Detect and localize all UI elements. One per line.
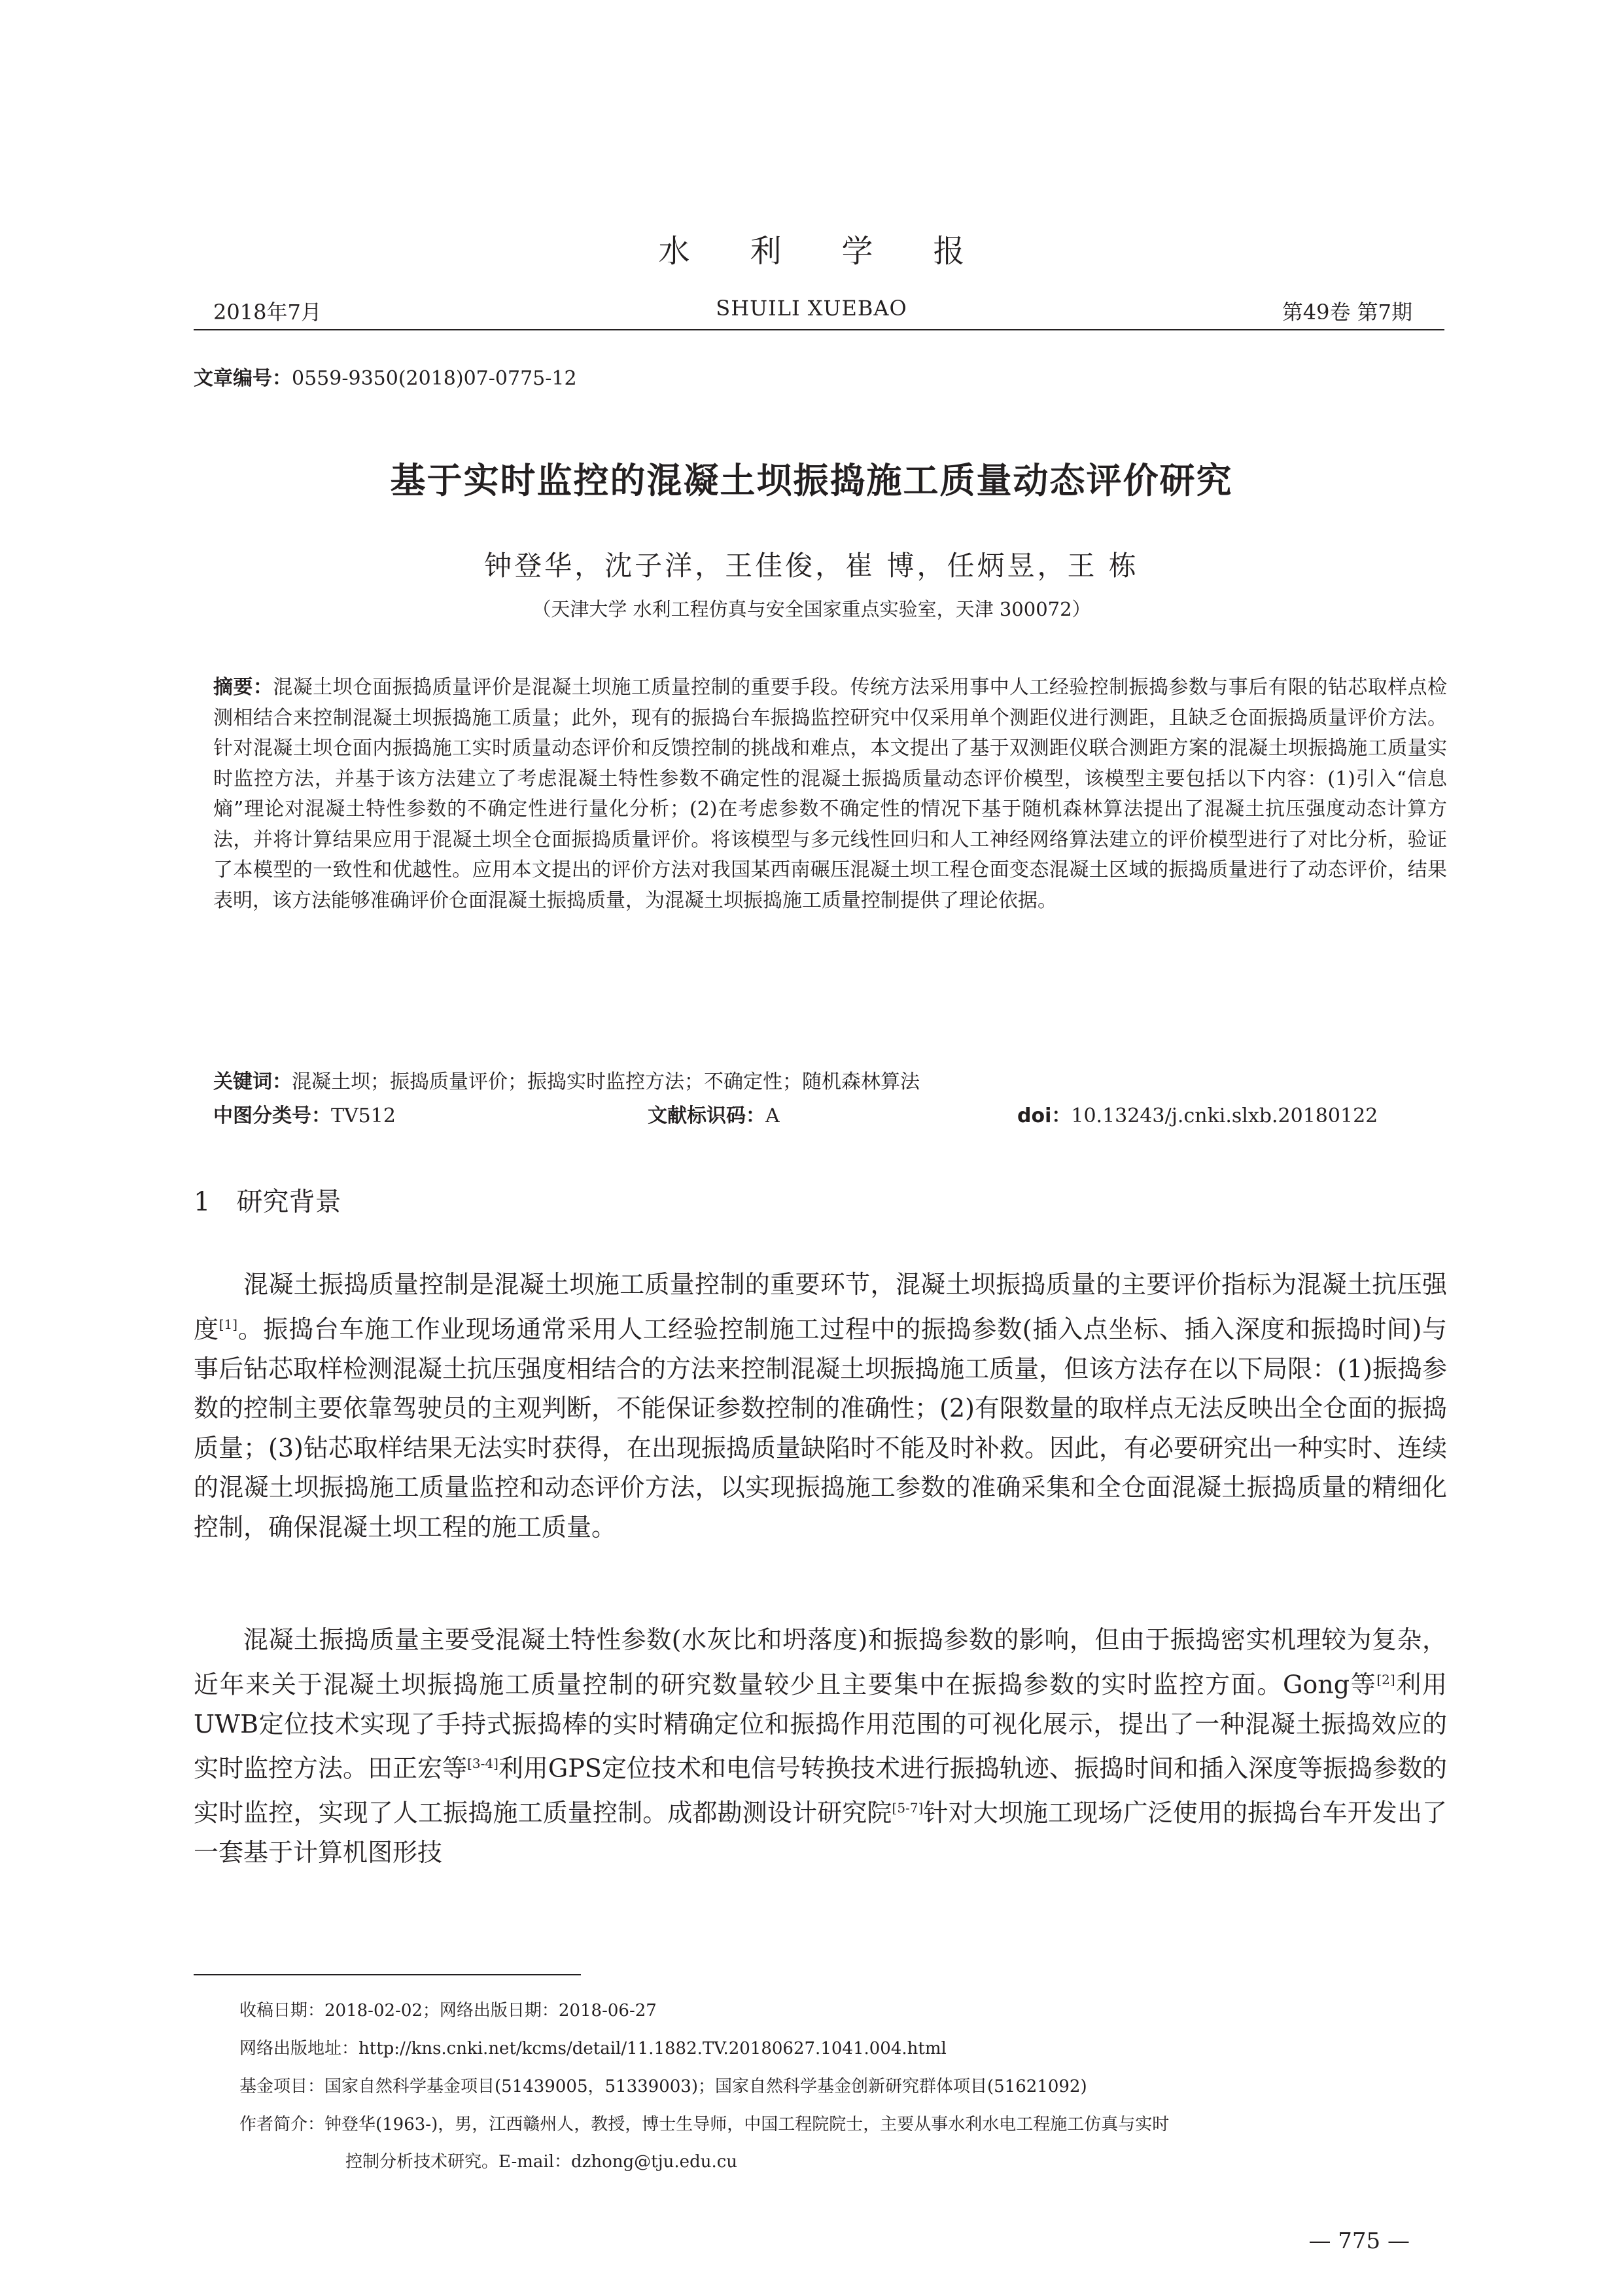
citation: [3-4] xyxy=(467,1756,498,1772)
footnote-bio: 作者简介：钟登华(1963-)，男，江西赣州人，教授，博士生导师，中国工程院院士，主要从事水利水电工程施工仿真与实时 xyxy=(239,2115,1170,2134)
keywords xyxy=(213,1065,920,1094)
doi xyxy=(1017,1099,1378,1128)
paragraph-text: 混凝土振捣质量控制是混凝土坝施工质量控制的重要环节，混凝土坝振捣质量的主要评价指标为混凝土抗压强度 xyxy=(194,1270,1447,1344)
footnote-rule xyxy=(194,1974,581,1975)
abstract xyxy=(213,673,1447,916)
author-list: 钟登华，沈子洋，王佳俊，崔 博，任炳昱，王 栋 xyxy=(484,550,1139,582)
doi-label: doi： xyxy=(1017,1104,1072,1127)
footnote-online: 网络出版地址：http://kns.cnki.net/kcms/detail/11.1882.TV.20180627.1041.004.html xyxy=(239,2039,947,2058)
clc-number xyxy=(213,1099,396,1128)
footnote-received: 收稿日期：2018-02-02；网络出版日期：2018-06-27 xyxy=(239,2001,657,2021)
article-number xyxy=(194,362,577,391)
clc-value: TV512 xyxy=(331,1104,396,1127)
abstract-text: 混凝土坝仓面振捣质量评价是混凝土坝施工质量控制的重要手段。传统方法采用事中人工经验控制振捣参数与事后有限的钻芯取样点检测相结合来控制混凝土坝振捣施工质量；此外，现有的振捣台车振捣监控研究中仅采用单个测距仪进行测距，且缺乏仓面振捣质量评价方法。针对混凝土坝仓面内振捣施工实时质量动态评价和反馈控制的挑战和难点，本文提出了基于双测距仪联合测距方案的混凝土坝振捣施工质量实时监控方法，并基于该方法建立了考虑混凝土特性参数不确定性的混凝土振捣质量动态评价模型，该模型主要包括以下内容：(1)引入“信息熵”理论对混凝土特性参数的不确定性进行量化分析；(2)在考虑参数不确定性的情况下基于随机森林算法提出了混凝土抗压强度动态计算方法，并将计算结果应用于混凝土坝全仓面振捣质量评价。将该模型与多元线性回归和人工神经网络算法建立的评价模型进行了对比分析，验证了本模型的一致性和优越性。应用本文提出的评价方法对我国某西南碾压混凝土坝工程仓面变态混凝土区域的振捣质量进行了动态评价，结果表明，该方法能够准确评价仓面混凝土振捣质量，为混凝土坝振捣施工质量控制提供了理论依据。 xyxy=(213,676,1448,912)
header-rule xyxy=(194,329,1444,330)
section-number: 1 xyxy=(194,1187,211,1217)
footnote-fund: 基金项目：国家自然科学基金项目(51439005，51339003)；国家自然科学基金创新研究群体项目(51621092) xyxy=(239,2077,1087,2096)
footnote-bio-cont: 控制分析技术研究。E-mail：dzhong@tju.edu.cu xyxy=(345,2152,738,2172)
abstract-label: 摘要： xyxy=(213,676,273,699)
paragraph-text: 混凝土振捣质量主要受混凝土特性参数(水灰比和坍落度)和振捣参数的影响，但由于振捣密实机理较为复杂，近年来关于混凝土坝振捣施工质量控制的研究数量较少且主要集中在振捣参数的实时监控方面。Gong等 xyxy=(194,1625,1447,1699)
page-number: — 775 — xyxy=(1308,2228,1410,2254)
document-code xyxy=(648,1099,780,1128)
citation: [1] xyxy=(218,1316,238,1332)
clc-label: 中图分类号： xyxy=(213,1104,331,1127)
paragraph-text: 。振捣台车施工作业现场通常采用人工经验控制施工过程中的振捣参数(插入点坐标、插入深度和振捣时间)与事后钻芯取样检测混凝土抗压强度相结合的方法来控制混凝土坝振捣施工质量，但该方法存在以下局限：(1)振捣参数的控制主要依靠驾驶员的主观判断，不能保证参数控制的准确性；(2)有限数量的取样点无法反映出全仓面的振捣质量；(3)钻芯取样结果无法实时获得，在出现振捣质量缺陷时不能及时补救。因此，有必要研究出一种实时、连续的混凝土坝振捣施工质量监控和动态评价方法，以实现振捣施工参数的准确采集和全仓面混凝土振捣质量的精细化控制，确保混凝土坝工程的施工质量。 xyxy=(194,1315,1447,1542)
citation: [5-7] xyxy=(892,1800,924,1816)
article-number-label: 文章编号： xyxy=(194,367,292,390)
paragraph-text: 利用GPS定位技术和电信号转换技术进行振捣轨迹、振捣时间和插入深度等振捣参数的实时监控，实现了人工振捣施工质量控制。成都勘测设计研究院 xyxy=(194,1754,1447,1828)
citation: [2] xyxy=(1376,1671,1395,1687)
volume-issue: 第49卷 第7期 xyxy=(1282,300,1412,325)
paragraph-text: 针对大坝施工现场广泛使用的振捣台车开发出了一套基于计算机图形技 xyxy=(194,1798,1447,1867)
keywords-label: 关键词： xyxy=(213,1070,292,1093)
journal-title: 水利学报 xyxy=(658,233,1025,270)
journal-name-en: SHUILI XUEBAO xyxy=(716,296,907,321)
doc-value: A xyxy=(765,1104,780,1127)
body-paragraph-2 xyxy=(194,1620,1447,1873)
section-heading xyxy=(194,1181,341,1218)
doc-label: 文献标识码： xyxy=(648,1104,765,1127)
section-title: 研究背景 xyxy=(236,1187,341,1217)
paragraph-text: 利用UWB定位技术实现了手持式振捣棒的实时精确定位和振捣作用范围的可视化展示，提出了一种混凝土振捣效应的实时监控方法。田正宏等 xyxy=(194,1670,1447,1783)
body-paragraph-1 xyxy=(194,1265,1447,1547)
affiliation: （天津大学 水利工程仿真与安全国家重点实验室，天津 300072） xyxy=(532,598,1091,620)
keywords-text: 混凝土坝；振捣质量评价；振捣实时监控方法；不确定性；随机森林算法 xyxy=(292,1070,920,1093)
issue-date: 2018年7月 xyxy=(213,300,322,325)
article-number-value: 0559-9350(2018)07-0775-12 xyxy=(292,367,577,390)
doi-value: 10.13243/j.cnki.slxb.20180122 xyxy=(1071,1104,1378,1127)
paper-title: 基于实时监控的混凝土坝振捣施工质量动态评价研究 xyxy=(390,460,1233,501)
